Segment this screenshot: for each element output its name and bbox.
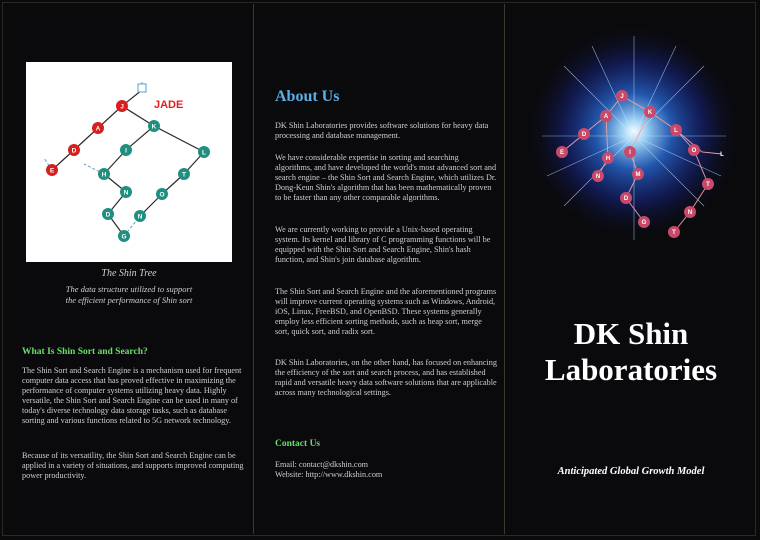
tagline: Anticipated Global Growth Model xyxy=(557,466,705,477)
about-paragraph: DK Shin Laboratories provides software solutions for heavy data processing and database management. xyxy=(275,121,489,140)
svg-text:D: D xyxy=(623,196,629,202)
burst-node xyxy=(720,152,724,158)
svg-text:L: L xyxy=(202,149,206,157)
burst-node xyxy=(620,192,632,204)
svg-text:T: T xyxy=(706,182,710,188)
middle-panel xyxy=(255,4,505,534)
burst-node xyxy=(616,90,628,102)
tree-node xyxy=(116,100,128,112)
right-panel xyxy=(506,4,756,534)
svg-text:M: M xyxy=(635,172,641,178)
shin-sort-paragraph: The Shin Sort and Search Engine is a mechanism used for frequent computer data access that has proved effective in maximizing the performance of computer systems utilizing heavy data. Highly versatile, the Shin Sort and Search Engine can be used in many of today's diverse technology data storage tasks, such as database sorting and various functions related to 5G network technology. xyxy=(22,366,242,425)
contact-email[interactable]: Email: contact@dkshin.com xyxy=(275,460,369,469)
burst-node xyxy=(668,226,680,238)
svg-text:D: D xyxy=(71,147,77,155)
svg-text:K: K xyxy=(151,123,157,131)
burst-node xyxy=(624,146,636,158)
tree-caption-subtitle xyxy=(4,284,254,306)
about-paragraph: We have considerable expertise in sorting and searching algorithms, and have developed the world's most advanced sort and search engine – the Shin Sort and Search Engine, which utilizes Dr. Dong-Keun Shin's algorithm that has been mathematically proven to be faster than any other comparable algorithms. xyxy=(275,153,497,202)
burst-node xyxy=(684,206,696,218)
burst-node xyxy=(670,124,682,136)
burst-node xyxy=(688,144,700,156)
tree-nodes xyxy=(46,100,210,242)
tree-burst-illustration xyxy=(526,26,742,252)
burst-node xyxy=(644,106,656,118)
svg-text:A: A xyxy=(603,114,609,120)
tree-node xyxy=(120,186,132,198)
burst-node xyxy=(578,128,590,140)
tree-root-marker xyxy=(138,84,146,92)
svg-text:E: E xyxy=(559,150,565,156)
tree-jade-label: JADE xyxy=(154,99,184,111)
tree-node xyxy=(148,120,160,132)
tree-caption-title: The Shin Tree xyxy=(101,268,157,279)
shin-tree-svg xyxy=(26,62,232,262)
burst-node xyxy=(602,152,614,164)
burst-node xyxy=(556,146,568,158)
svg-text:E: E xyxy=(49,167,55,175)
svg-text:J: J xyxy=(620,94,624,100)
burst-node xyxy=(632,168,644,180)
tree-node xyxy=(134,210,146,222)
svg-text:N: N xyxy=(123,189,129,197)
left-panel xyxy=(4,4,254,534)
svg-text:G: G xyxy=(121,233,127,241)
svg-text:H: H xyxy=(605,156,611,162)
tree-node xyxy=(178,168,190,180)
svg-text:G: G xyxy=(641,220,647,226)
svg-text:N: N xyxy=(137,213,143,221)
tree-caption-line: The data structure utilized to support xyxy=(65,284,193,294)
svg-text:D: D xyxy=(581,132,587,138)
svg-text:T: T xyxy=(182,171,186,179)
svg-text:N: N xyxy=(595,174,601,180)
svg-text:J: J xyxy=(120,103,124,111)
company-title xyxy=(506,316,756,388)
burst-node xyxy=(592,170,604,182)
tree-caption-line: the efficient performance of Shin sort xyxy=(65,295,193,305)
svg-text:O: O xyxy=(159,191,165,199)
tree-node xyxy=(198,146,210,158)
tree-node xyxy=(156,188,168,200)
about-paragraph: The Shin Sort and Search Engine and the aforementioned programs will improve current operating systems such as Windows, Android, iOS, Linux, FreeBSD, and OpenBSD. These systems generally employ less efficient sorting methods, such as heap sort, merge sort, quick sort, and radix sort. xyxy=(275,287,497,336)
svg-text:K: K xyxy=(647,110,653,116)
section-heading-shin-sort: What Is Shin Sort and Search? xyxy=(22,347,148,357)
burst-svg xyxy=(526,26,742,252)
tree-node xyxy=(68,144,80,156)
contact-heading: Contact Us xyxy=(275,439,321,449)
tree-node xyxy=(46,164,58,176)
tree-node xyxy=(118,230,130,242)
svg-text:L: L xyxy=(720,152,724,158)
svg-text:L: L xyxy=(674,128,678,134)
about-us-heading: About Us xyxy=(275,88,340,105)
about-paragraph: DK Shin Laboratories, on the other hand, has focused on enhancing the efficiency of the sort and search process, and has established rapid and versatile heavy data software solutions that are applicable across many technological settings. xyxy=(275,358,497,397)
company-title-line: Laboratories xyxy=(544,352,718,387)
svg-text:H: H xyxy=(101,171,107,179)
svg-text:A: A xyxy=(95,125,101,133)
burst-node xyxy=(702,178,714,190)
svg-text:T: T xyxy=(672,230,676,236)
about-paragraph: We are currently working to provide a Unix-based operating system. Its kernel and library of C programming functions will be equipped with the Shin Sort and Search Engine, Shin's hash function, and Shin's join database algorithm. xyxy=(275,225,491,264)
tree-node xyxy=(98,168,110,180)
burst-node xyxy=(600,110,612,122)
svg-text:N: N xyxy=(687,210,693,216)
svg-text:D: D xyxy=(105,211,111,219)
svg-text:I: I xyxy=(125,147,127,155)
tree-node xyxy=(120,144,132,156)
svg-text:O: O xyxy=(691,148,697,154)
tree-node xyxy=(102,208,114,220)
shin-tree-diagram xyxy=(26,62,232,262)
company-title-line: DK Shin xyxy=(573,316,689,351)
svg-text:I: I xyxy=(629,150,631,156)
burst-node xyxy=(638,216,650,228)
tree-node xyxy=(92,122,104,134)
contact-website[interactable]: Website: http://www.dkshin.com xyxy=(275,470,383,479)
shin-sort-paragraph: Because of its versatility, the Shin Sort and Search Engine can be applied in a variety of situations, and supports improved computing power productivity. xyxy=(22,451,244,480)
